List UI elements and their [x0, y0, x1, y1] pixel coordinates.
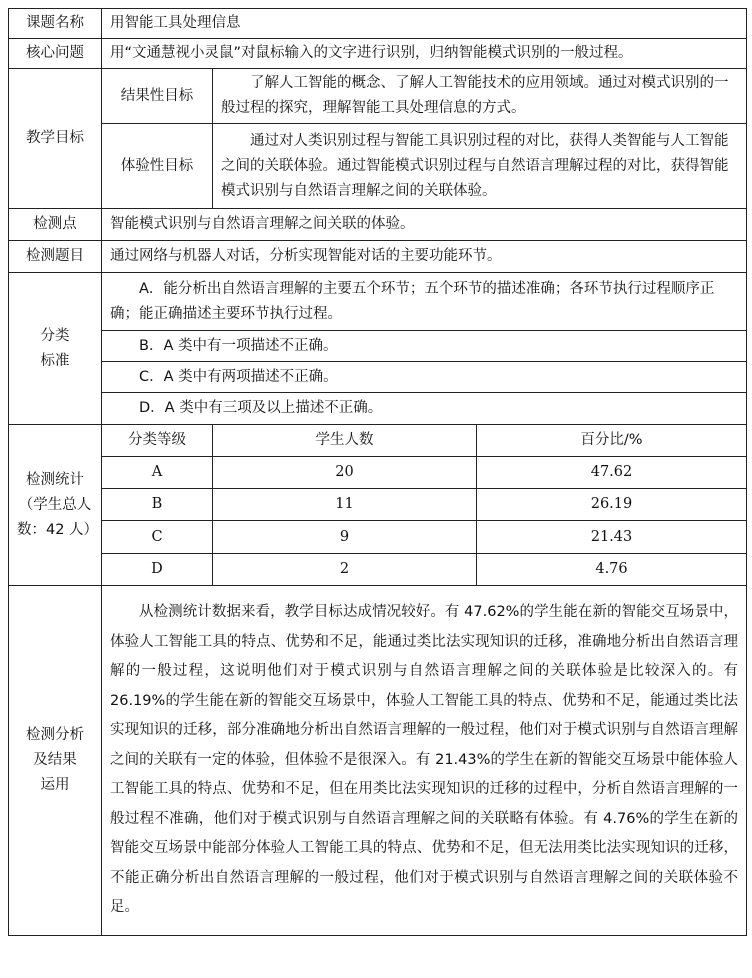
- objectives-label: 教学目标: [9, 69, 102, 209]
- stats-count-cell: 2: [213, 554, 477, 586]
- stats-count-cell: 20: [213, 457, 477, 489]
- row-topic: [9, 9, 747, 39]
- row-objective-experience: [9, 124, 747, 209]
- table-row: [9, 457, 747, 489]
- analysis-label-line1: 检测分析: [26, 727, 84, 743]
- criteria-item-c: C．A 类中有两项描述不正确。: [102, 362, 747, 393]
- criteria-item-b: B．A 类中有一项描述不正确。: [102, 331, 747, 362]
- row-criteria-a: [9, 273, 747, 331]
- row-criteria-d: [9, 393, 747, 425]
- row-criteria-b: [9, 331, 747, 362]
- check-point-value: 智能模式识别与自然语言理解之间关联的体验。: [102, 209, 747, 241]
- row-criteria-c: [9, 362, 747, 393]
- core-question-value: 用“文通慧视小灵鼠”对鼠标输入的文字进行识别，归纳智能模式识别的一般过程。: [102, 39, 747, 69]
- stats-header-percent: 百分比/%: [477, 425, 747, 457]
- result-objective-label: 结果性目标: [102, 69, 213, 124]
- experience-objective-value: 通过对人类识别过程与智能工具识别过程的对比，获得人类智能与人工智能之间的关联体验。通过智能模式识别过程与自然语言理解过程的对比，获得智能模式识别与自然语言理解之间的关联体验。: [213, 124, 747, 209]
- criteria-item-d: D．A 类中有三项及以上描述不正确。: [102, 393, 747, 425]
- stats-count-cell: 9: [213, 521, 477, 554]
- criteria-label-line1: 分类: [40, 327, 70, 344]
- result-objective-value: 了解人工智能的概念、了解人工智能技术的应用领域。通过对模式识别的一般过程的探究，理解智能工具处理信息的方式。: [213, 69, 747, 124]
- stats-percent-cell: 21.43: [477, 521, 747, 554]
- analysis-label-line2: 及结果: [33, 752, 77, 768]
- stats-percent-cell: 4.76: [477, 554, 747, 586]
- stats-grade-cell: A: [102, 457, 213, 489]
- table-row: [9, 521, 747, 554]
- criteria-item-a: A．能分析出自然语言理解的主要五个环节；五个环节的描述准确；各环节执行过程顺序正确；能正确描述主要环节执行过程。: [102, 273, 747, 331]
- row-check-question: [9, 241, 747, 273]
- stats-header-grade: 分类等级: [102, 425, 213, 457]
- table-row: [9, 554, 747, 586]
- criteria-label-line2: 标准: [40, 352, 70, 369]
- stats-percent-cell: 47.62: [477, 457, 747, 489]
- stats-header-count: 学生人数: [213, 425, 477, 457]
- stats-count-cell: 11: [213, 489, 477, 521]
- stats-percent-cell: 26.19: [477, 489, 747, 521]
- check-point-label: 检测点: [9, 209, 102, 241]
- row-analysis: [9, 586, 747, 936]
- table-row: [9, 489, 747, 521]
- criteria-label: [9, 273, 102, 425]
- statistics-label-line1: 检测统计: [26, 471, 84, 488]
- row-check-point: [9, 209, 747, 241]
- analysis-label: [9, 586, 102, 936]
- statistics-label: [9, 425, 102, 586]
- row-core-question: [9, 39, 747, 69]
- experience-objective-label: 体验性目标: [102, 124, 213, 209]
- check-question-label: 检测题目: [9, 241, 102, 273]
- stats-grade-cell: B: [102, 489, 213, 521]
- statistics-label-line2: （学生总人: [18, 496, 92, 513]
- statistics-label-line3: 数：42 人）: [17, 521, 99, 538]
- topic-label: 课题名称: [9, 9, 102, 39]
- topic-value: 用智能工具处理信息: [102, 9, 747, 39]
- stats-header-row: [9, 425, 747, 457]
- analysis-label-line3: 运用: [40, 777, 70, 793]
- check-question-value: 通过网络与机器人对话，分析实现智能对话的主要功能环节。: [102, 241, 747, 273]
- stats-grade-cell: C: [102, 521, 213, 554]
- lesson-assessment-table: [8, 8, 747, 936]
- core-question-label: 核心问题: [9, 39, 102, 69]
- stats-grade-cell: D: [102, 554, 213, 586]
- row-objective-result: [9, 69, 747, 124]
- analysis-text: 从检测统计数据来看，教学目标达成情况较好。有 47.62%的学生能在新的智能交互场景中，体验人工智能工具的特点、优势和不足，能通过类比法实现知识的迁移，准确地分析出自然语言理解的一般过程，这说明他们对于模式识别与自然语言理解之间的关联体验是比较深入的。有 26.19%的学生能在新的智能交互场景中，体验人工智能工具的特点、优势和不足，能通过类比法实现知识的迁移，部分准确地分析出自然语言理解的一般过程，他们对于模式识别与自然语言理解之间的关联有一定的体验，但体验不是很深入。有 21.43%的学生在新的智能交互场景中能体验人工智能工具的特点、优势和不足，但在用类比法实现知识的迁移的过程中，分析自然语言理解的一般过程不准确，他们对于模式识别与自然语言理解之间的关联略有体验。有 4.76%的学生在新的智能交互场景中能部分体验人工智能工具的特点、优势和不足，但无法用类比法实现知识的迁移，不能正确分析出自然语言理解的一般过程，他们对于模式识别与自然语言理解之间的关联体验不足。: [102, 586, 747, 936]
